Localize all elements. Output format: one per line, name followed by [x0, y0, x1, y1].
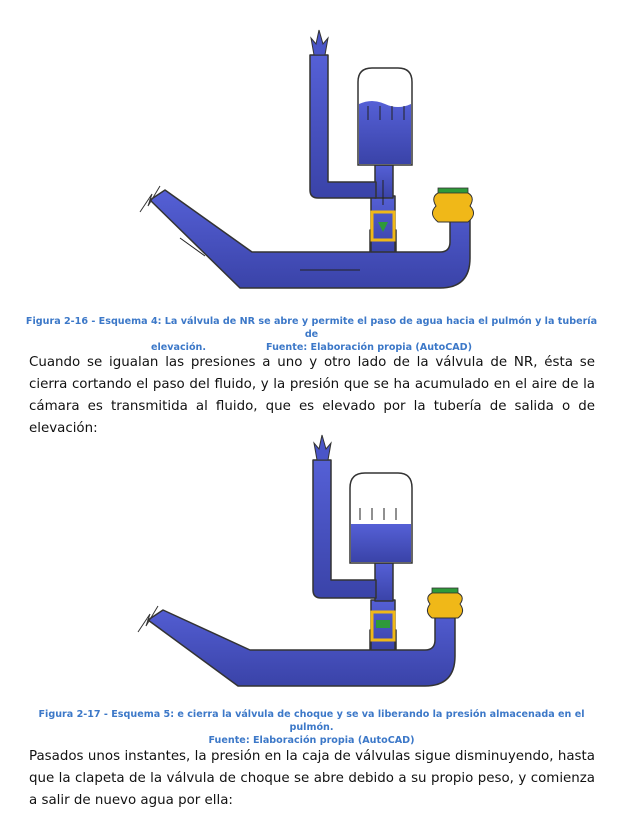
caption-source: Fuente: Elaboración propia (AutoCAD)	[266, 342, 473, 353]
ram-pump-diagram-1	[0, 0, 623, 300]
figure-caption-2-17	[20, 708, 603, 747]
water-jet-icon	[314, 435, 331, 460]
paragraph: Cuando se igualan las presiones a uno y otro lado de la válvula de NR, ésta se cierra cortando el paso del fluido, y la presión que se ha acumulado en el aire de la cámara es transmitida al fluido, que es elevado por la tubería de salida o de elevación:	[29, 355, 595, 436]
air-chamber	[350, 473, 412, 563]
ram-pump-diagram-2	[0, 420, 623, 705]
figure-2-17	[0, 420, 623, 705]
caption-source: Fuente: Elaboración propia (AutoCAD)	[208, 735, 415, 746]
waste-valve	[432, 188, 473, 222]
pipe-system	[150, 55, 470, 288]
waste-valve	[427, 588, 462, 618]
caption-line: Figura 2-17 - Esquema 5: e cierra la válvula de choque y se va liberando la presión almacenada en el pulmón.	[38, 709, 585, 733]
water-jet-icon	[311, 30, 328, 55]
paragraph: Pasados unos instantes, la presión en la caja de válvulas sigue disminuyendo, hasta que la clapeta de la válvula de choque se abre debido a su propio peso, y comienza a salir de nuevo agua por ella:	[29, 749, 595, 808]
figure-caption-2-16	[20, 315, 603, 354]
air-chamber	[358, 68, 412, 165]
caption-line: Figura 2-16 - Esquema 4: La válvula de NR se abre y permite el paso de agua hacia el pulmón y la tubería de	[25, 316, 598, 340]
caption-line: elevación.	[150, 342, 207, 353]
figure-2-16	[0, 0, 623, 300]
